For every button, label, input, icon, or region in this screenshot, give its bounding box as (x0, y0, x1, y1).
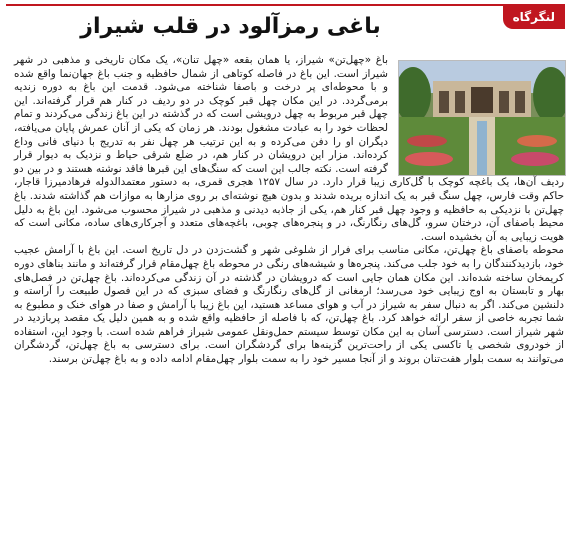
photo-wrap-spacer (388, 54, 564, 176)
article-header (6, 4, 565, 46)
section-label: لنگرگاه (503, 6, 565, 29)
article-body (14, 54, 564, 534)
article-headline: باغی رمزآلود در قلب شیراز (80, 14, 381, 39)
article-paragraph: محوطه باصفای باغ چهل‌تن، مکانی مناسب برای فرار از شلوغی شهر و گشت‌زدن در دل تاریخ است. این باغ با آرامش عجیب خود، بازدیدکنندگان را به خود جلب می‌کند. پنجره‌ها و شیشه‌های رنگی در محوطه باغ چهل‌مقام قرار گرفته‌اند و مانند بناهای دوره کریمخان ساخته شده‌اند. این مکان همان جایی است که درویشان در گذشته در آن زندگی می‌کرده‌اند. باغ چهل‌تن در فصل‌های بهار و تابستان به اوج زیبایی خود می‌رسد؛ ارمغانی از گل‌های رنگارنگ و فضای سبزی که در این فصول طبیعت را آراسته و دلنشین می‌کند. اگر به دنبال سفر به شیراز در آب و هوای مساعد هستید، این باغ زیبا با آرامش و صفا در هوای خنک و مطبوع به شما تجربه خاصی از سفر ارائه خواهد کرد. باغ چهل‌تن، که با فاصله از حافظیه واقع شده و به همین دلیل یک مقصد پربازدید در شهر شیراز است. دسترسی آسان به این مکان توسط سیستم حمل‌ونقل عمومی شیراز فراهم شده است. با وجود این، استفاده از خودروی شخصی یا تاکسی یکی از راحت‌ترین گزینه‌ها برای گردشگران است. برای دسترسی به باغ چهل‌تن، گردشگران می‌توانند به سمت بلوار هفت‌تنان بروند و از آنجا مسیر خود را به سمت بلوار چهل‌مقام ادامه داده و به باغ چهل‌تن برسند. (14, 244, 564, 366)
article-paragraph: باغ «چهل‌تن» شیراز، یا همان بقعه «چهل تنان»، یک مکان تاریخی و مذهبی در شهر شیراز است. این باغ در فاصله کوتاهی از شمال حافظیه و جنب باغ جهان‌نما واقع شده و با محوطه‌ای پر درخت و باصفا شناخته می‌شود. قدمت این باغ به دوره زندیه برمی‌گردد. در این مکان چهل قبر کوچک در دو ردیف در کنار هم قرار گرفته‌اند. این چهل قبر مربوط به چهل درویشی است که در گذشته در این باغ زندگی می‌کردند و تمام لحظات خود را به عبادت مشغول بودند. هر زمان که یکی از آنان عمرش پایان می‌یافته، دیگران او را دفن می‌کرده و به این ترتیب هر چهل نفر به تدریج با دنیای فانی وداع کرده‌اند. مزار این درویشان در کنار هم، در ضلع شرقی حیاط و نزدیک به دیوار قرار گرفته است. نکته جالب این است که سنگ‌های این قبرها فاقد نوشته هستند و در بین دو ردیف آن‌ها، یک باغچه کوچک با گل‌کاری زیبا قرار دارد. در سال ۱۲۵۷ هجری قمری، به دستور معتمدالدوله فرهادمیرزا قاجار، حاکم وقت فارس، چهل سنگ قبر به یک اندازه بریده شدند و بدون هیچ نوشته‌ای بر روی مزارها به موازات هم گذاشته شدند. باغ چهل‌تن با نزدیکی به حافظیه و وجود چهل قبر کنار هم، یکی از جاذبه دیدنی و مذهبی در شیراز محسوب می‌شود. این باغ به دلیل محیط باصفای آن، درختان سرو، گل‌های رنگارنگ، در و پنجره‌های چوبی، باغچه‌های متعدد و آجرکاری‌های ساده، مکانی است که هویت زیبایی به آن بخشیده است. (14, 54, 564, 243)
